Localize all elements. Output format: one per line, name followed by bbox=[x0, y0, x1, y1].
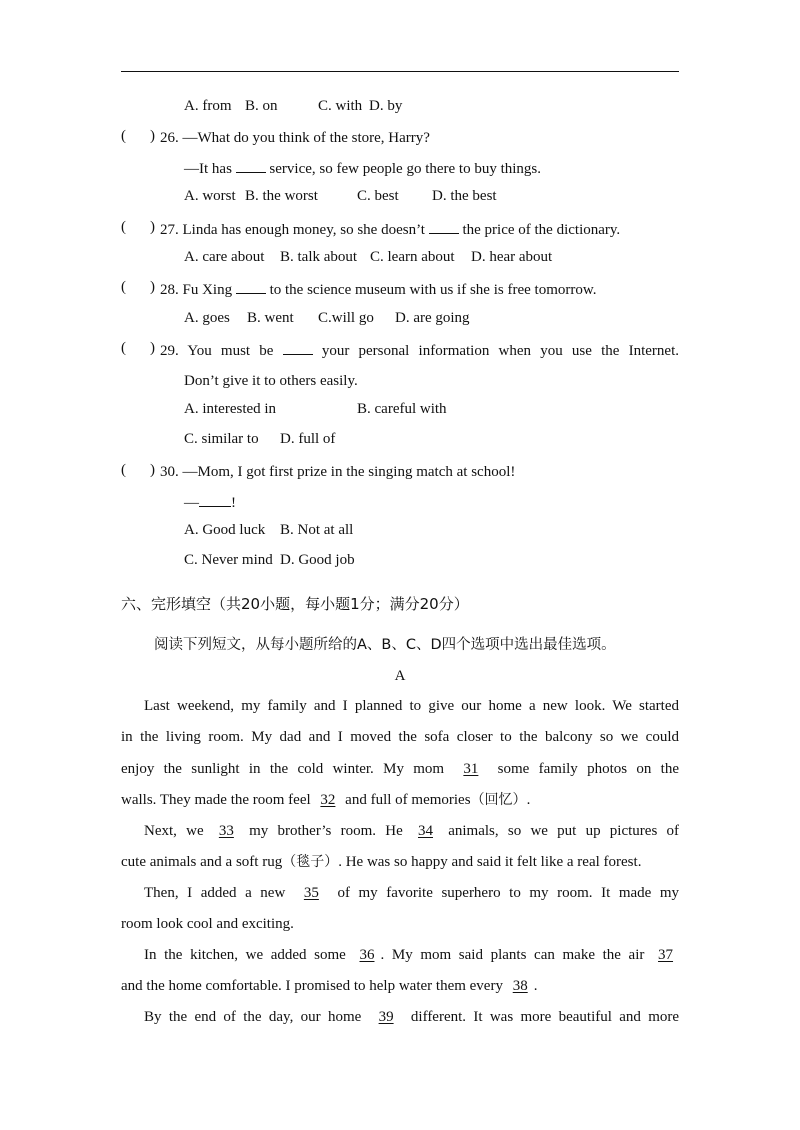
cloze-blank-31: 31 bbox=[463, 761, 479, 777]
answer-blank bbox=[283, 340, 313, 355]
cloze-blank-33: 33 bbox=[218, 823, 234, 839]
passage-text: animals, so we put up pictures of bbox=[448, 823, 680, 839]
cloze-blank-38: 38 bbox=[512, 978, 528, 994]
answer-paren-open: ( bbox=[121, 279, 126, 295]
passage-line bbox=[121, 976, 537, 996]
section-heading: 六、完形填空（共20小题，每小题1分；满分20分） bbox=[121, 595, 469, 613]
passage-text: In the kitchen, we added some bbox=[144, 947, 346, 963]
option-d: D. are going bbox=[395, 310, 470, 326]
passage-text: cute animals and a soft rug bbox=[121, 854, 283, 870]
question-text: —What do you think of the store, Harry? bbox=[182, 130, 430, 146]
answer-blank bbox=[199, 492, 231, 507]
passage-text: some family photos on the bbox=[497, 761, 679, 777]
option-d: D. by bbox=[369, 98, 403, 114]
option-a: A. from bbox=[184, 98, 232, 114]
passage-text: different. It was more beautiful and more bbox=[410, 1009, 680, 1025]
question-26-reply bbox=[184, 158, 541, 179]
passage-text: of my favorite superhero to my room. It made my bbox=[337, 885, 680, 901]
passage-line bbox=[144, 821, 679, 841]
option-a: A. worst bbox=[184, 188, 236, 204]
option-c: C. similar to bbox=[184, 431, 259, 447]
question-30-stem bbox=[160, 462, 515, 482]
passage-text: . My mom said plants can make the air bbox=[380, 947, 645, 963]
option-a: A. Good luck bbox=[184, 522, 266, 538]
option-c: C. Never mind bbox=[184, 552, 273, 568]
passage-text: By the end of the day, our home bbox=[144, 1009, 362, 1025]
passage-text: . He was so happy and said it felt like a real forest. bbox=[338, 854, 642, 870]
cloze-blank-32: 32 bbox=[320, 792, 336, 808]
answer-paren-open: ( bbox=[121, 462, 126, 478]
question-number: 26. bbox=[160, 130, 179, 146]
passage-text: and the home comfortable. I promised to help water them every bbox=[121, 978, 503, 994]
passage-label: A bbox=[394, 668, 406, 684]
answer-paren-close: ) bbox=[150, 462, 155, 478]
option-d: D. full of bbox=[280, 431, 336, 447]
question-number: 28. bbox=[160, 282, 179, 298]
option-a: A. interested in bbox=[184, 401, 277, 417]
question-29-stem-line2: Don’t give it to others easily. bbox=[184, 373, 358, 389]
answer-paren-close: ) bbox=[150, 219, 155, 235]
question-text: You must be bbox=[187, 343, 274, 359]
reply-text: —It has bbox=[184, 161, 232, 177]
answer-blank bbox=[429, 219, 459, 234]
answer-paren-open: ( bbox=[121, 128, 126, 144]
passage-line bbox=[121, 852, 641, 872]
option-c: C. with bbox=[318, 98, 363, 114]
passage-line bbox=[144, 883, 679, 903]
cloze-blank-35: 35 bbox=[303, 885, 319, 901]
passage-line bbox=[121, 759, 679, 779]
question-text: —Mom, I got first prize in the singing match at school! bbox=[182, 464, 516, 480]
answer-paren-open: ( bbox=[121, 219, 126, 235]
passage-line bbox=[144, 945, 679, 965]
question-text: Fu Xing bbox=[182, 282, 233, 298]
answer-blank bbox=[236, 158, 266, 173]
answer-paren-open: ( bbox=[121, 340, 126, 356]
passage-text: . bbox=[526, 792, 531, 808]
passage-text: Next, we bbox=[144, 823, 204, 839]
header-rule bbox=[121, 71, 679, 72]
cloze-blank-39: 39 bbox=[378, 1009, 394, 1025]
reply-text: ! bbox=[231, 495, 236, 511]
question-number: 30. bbox=[160, 464, 179, 480]
question-text: the price of the dictionary. bbox=[462, 222, 621, 238]
answer-paren-close: ) bbox=[150, 128, 155, 144]
question-28-stem bbox=[160, 279, 596, 300]
passage-text: Then, I added a new bbox=[144, 885, 286, 901]
reply-dash: — bbox=[184, 495, 199, 511]
option-b: B. talk about bbox=[280, 249, 358, 265]
question-26-stem bbox=[160, 128, 430, 148]
option-c: C. learn about bbox=[370, 249, 455, 265]
option-c: C.will go bbox=[318, 310, 374, 326]
answer-paren-close: ) bbox=[150, 340, 155, 356]
option-b: B. careful with bbox=[357, 401, 447, 417]
passage-line bbox=[121, 790, 530, 810]
section-instruction: 阅读下列短文，从每小题所给的A、B、C、D四个选项中选出最佳选项。 bbox=[154, 637, 616, 653]
question-30-reply bbox=[184, 492, 236, 513]
passage-line: Last weekend, my family and I planned to give our home a new look. We started bbox=[144, 698, 679, 714]
gloss-text: （毯子） bbox=[282, 854, 339, 870]
question-text: Linda has enough money, so she doesn’t bbox=[182, 222, 425, 238]
question-number: 29. bbox=[160, 343, 179, 359]
option-d: D. hear about bbox=[471, 249, 553, 265]
passage-text: . bbox=[533, 978, 538, 994]
passage-text: walls. They made the room feel bbox=[121, 792, 311, 808]
question-29-stem bbox=[160, 340, 679, 361]
question-text: to the science museum with us if she is free tomorrow. bbox=[269, 282, 597, 298]
passage-line: room look cool and exciting. bbox=[121, 916, 294, 932]
option-a: A. goes bbox=[184, 310, 230, 326]
option-b: B. went bbox=[247, 310, 294, 326]
question-text: your personal information when you use the Internet. bbox=[321, 343, 680, 359]
question-27-stem bbox=[160, 219, 620, 240]
option-b: B. on bbox=[245, 98, 278, 114]
passage-line: in the living room. My dad and I moved the sofa closer to the balcony so we could bbox=[121, 729, 679, 745]
question-number: 27. bbox=[160, 222, 179, 238]
gloss-text: （回忆） bbox=[470, 792, 527, 808]
option-a: A. care about bbox=[184, 249, 265, 265]
passage-text: and full of memories bbox=[345, 792, 471, 808]
cloze-blank-36: 36 bbox=[359, 947, 375, 963]
passage-text: enjoy the sunlight in the cold winter. My mom bbox=[121, 761, 445, 777]
reply-text: service, so few people go there to buy things. bbox=[269, 161, 542, 177]
option-c: C. best bbox=[357, 188, 399, 204]
cloze-blank-34: 34 bbox=[418, 823, 433, 839]
option-b: B. the worst bbox=[245, 188, 318, 204]
option-b: B. Not at all bbox=[280, 522, 354, 538]
option-d: D. Good job bbox=[280, 552, 355, 568]
passage-line bbox=[144, 1007, 679, 1027]
cloze-blank-37: 37 bbox=[658, 947, 674, 963]
answer-paren-close: ) bbox=[150, 279, 155, 295]
option-d: D. the best bbox=[432, 188, 497, 204]
passage-text: my brother’s room. He bbox=[249, 823, 403, 839]
answer-blank bbox=[236, 279, 266, 294]
